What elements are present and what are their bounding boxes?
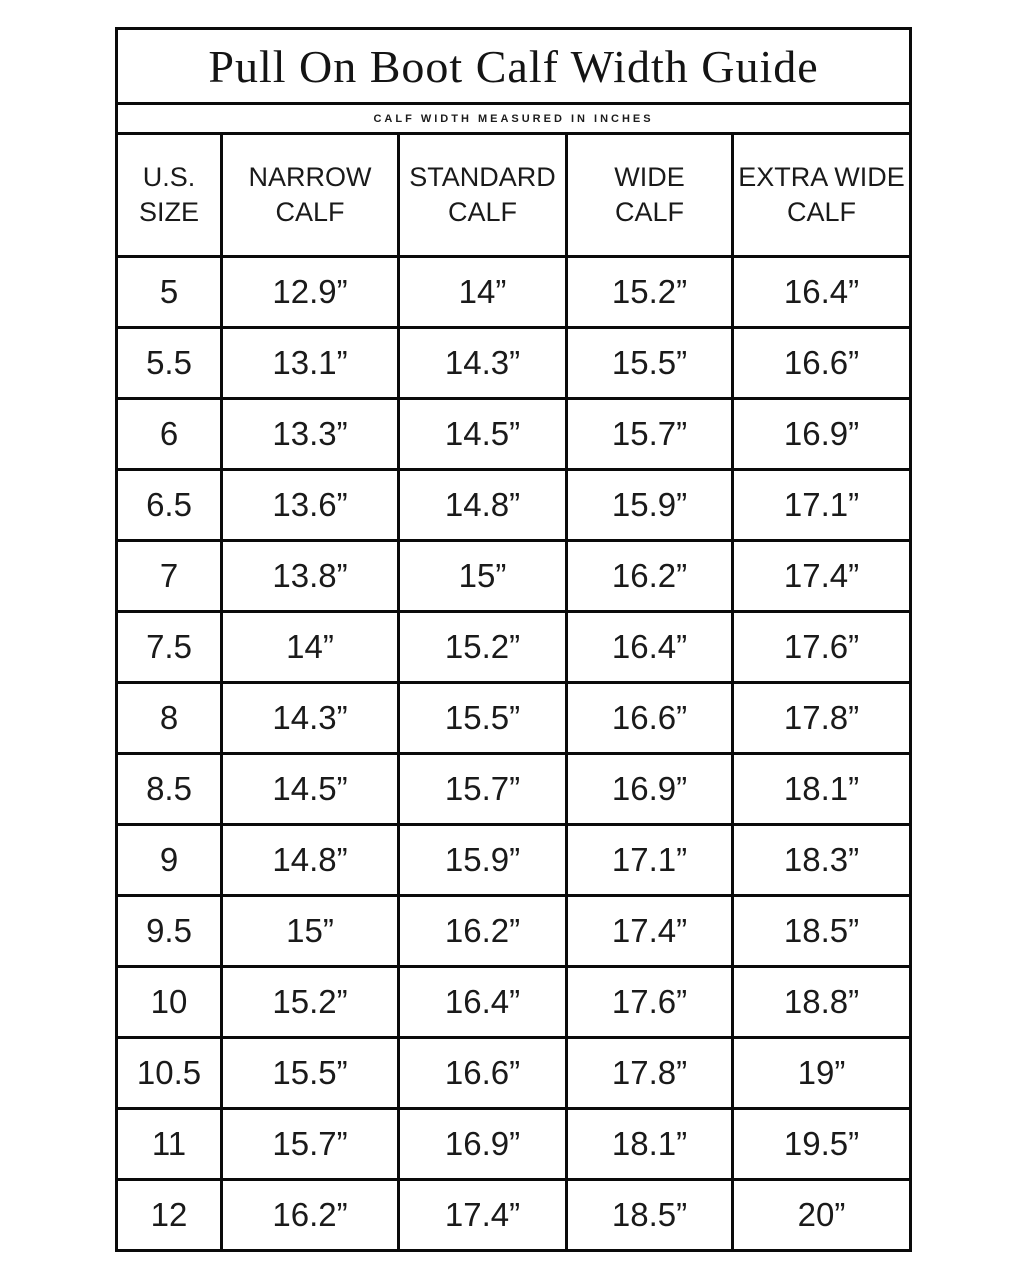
cell-wide: 18.1” — [567, 1109, 733, 1180]
cell-size: 9.5 — [117, 896, 222, 967]
cell-size: 11 — [117, 1109, 222, 1180]
cell-standard: 16.4” — [399, 967, 567, 1038]
cell-narrow: 15” — [222, 896, 399, 967]
cell-size: 8.5 — [117, 754, 222, 825]
cell-extra-wide: 17.8” — [733, 683, 911, 754]
cell-standard: 14.8” — [399, 470, 567, 541]
header-line: SIZE — [138, 197, 199, 227]
cell-standard: 14.5” — [399, 399, 567, 470]
table-row-size-6-5 — [117, 470, 911, 541]
column-header-row — [117, 134, 911, 257]
cell-size: 10.5 — [117, 1038, 222, 1109]
cell-size: 8 — [117, 683, 222, 754]
cell-standard: 16.9” — [399, 1109, 567, 1180]
cell-narrow: 14” — [222, 612, 399, 683]
header-line: CALF — [275, 197, 345, 227]
table-row-size-6 — [117, 399, 911, 470]
header-line: CALF — [614, 197, 685, 227]
table-row-size-7-5 — [117, 612, 911, 683]
cell-extra-wide: 17.1” — [733, 470, 911, 541]
cell-standard: 16.6” — [399, 1038, 567, 1109]
cell-extra-wide: 19.5” — [733, 1109, 911, 1180]
cell-wide: 15.9” — [567, 470, 733, 541]
cell-narrow: 15.2” — [222, 967, 399, 1038]
cell-standard: 15.2” — [399, 612, 567, 683]
cell-narrow: 16.2” — [222, 1180, 399, 1251]
header-line: WIDE — [614, 162, 685, 192]
cell-size: 7.5 — [117, 612, 222, 683]
cell-standard: 15.7” — [399, 754, 567, 825]
cell-standard: 15.5” — [399, 683, 567, 754]
cell-narrow: 15.5” — [222, 1038, 399, 1109]
cell-standard: 14” — [399, 257, 567, 328]
cell-extra-wide: 18.8” — [733, 967, 911, 1038]
cell-narrow: 14.5” — [222, 754, 399, 825]
cell-size: 9 — [117, 825, 222, 896]
header-line: EXTRA WIDE — [738, 162, 905, 192]
cell-extra-wide: 17.6” — [733, 612, 911, 683]
cell-size: 5.5 — [117, 328, 222, 399]
table-row-size-12 — [117, 1180, 911, 1251]
cell-standard: 15.9” — [399, 825, 567, 896]
cell-wide: 15.5” — [567, 328, 733, 399]
column-header-us-size — [117, 134, 222, 257]
header-line: STANDARD — [409, 162, 556, 192]
cell-standard: 14.3” — [399, 328, 567, 399]
cell-size: 5 — [117, 257, 222, 328]
cell-size: 7 — [117, 541, 222, 612]
table-row-size-7 — [117, 541, 911, 612]
cell-extra-wide: 17.4” — [733, 541, 911, 612]
cell-standard: 16.2” — [399, 896, 567, 967]
cell-narrow: 15.7” — [222, 1109, 399, 1180]
cell-size: 6 — [117, 399, 222, 470]
cell-standard: 15” — [399, 541, 567, 612]
cell-narrow: 14.8” — [222, 825, 399, 896]
cell-size: 10 — [117, 967, 222, 1038]
table-row-size-9 — [117, 825, 911, 896]
cell-extra-wide: 16.4” — [733, 257, 911, 328]
table-row-size-10 — [117, 967, 911, 1038]
table-row-size-9-5 — [117, 896, 911, 967]
cell-wide: 18.5” — [567, 1180, 733, 1251]
subtitle-row — [117, 104, 911, 134]
cell-size: 6.5 — [117, 470, 222, 541]
cell-wide: 15.7” — [567, 399, 733, 470]
table-row-size-8 — [117, 683, 911, 754]
column-header-narrow-calf — [222, 134, 399, 257]
table-row-size-8-5 — [117, 754, 911, 825]
cell-extra-wide: 16.9” — [733, 399, 911, 470]
column-header-standard-calf — [399, 134, 567, 257]
cell-wide: 15.2” — [567, 257, 733, 328]
table-row-size-5 — [117, 257, 911, 328]
page-title: Pull On Boot Calf Width Guide — [117, 29, 911, 104]
table-row-size-11 — [117, 1109, 911, 1180]
cell-wide: 16.9” — [567, 754, 733, 825]
cell-narrow: 12.9” — [222, 257, 399, 328]
header-line: CALF — [787, 197, 857, 227]
cell-narrow: 13.1” — [222, 328, 399, 399]
calf-width-table — [115, 27, 912, 1252]
cell-extra-wide: 18.3” — [733, 825, 911, 896]
cell-wide: 16.6” — [567, 683, 733, 754]
header-line: U.S. — [142, 162, 196, 192]
cell-narrow: 13.8” — [222, 541, 399, 612]
cell-standard: 17.4” — [399, 1180, 567, 1251]
cell-extra-wide: 20” — [733, 1180, 911, 1251]
cell-wide: 17.6” — [567, 967, 733, 1038]
cell-extra-wide: 16.6” — [733, 328, 911, 399]
table-subtitle: CALF WIDTH MEASURED IN INCHES — [117, 104, 911, 134]
cell-wide: 17.1” — [567, 825, 733, 896]
cell-wide: 17.8” — [567, 1038, 733, 1109]
cell-extra-wide: 19” — [733, 1038, 911, 1109]
cell-narrow: 13.3” — [222, 399, 399, 470]
cell-wide: 17.4” — [567, 896, 733, 967]
cell-extra-wide: 18.1” — [733, 754, 911, 825]
cell-narrow: 14.3” — [222, 683, 399, 754]
column-header-extra-wide-calf — [733, 134, 911, 257]
table-row-size-5-5 — [117, 328, 911, 399]
title-row — [117, 29, 911, 104]
cell-wide: 16.4” — [567, 612, 733, 683]
cell-narrow: 13.6” — [222, 470, 399, 541]
table-row-size-10-5 — [117, 1038, 911, 1109]
cell-wide: 16.2” — [567, 541, 733, 612]
cell-extra-wide: 18.5” — [733, 896, 911, 967]
header-line: CALF — [447, 197, 518, 227]
cell-size: 12 — [117, 1180, 222, 1251]
header-line: NARROW — [248, 162, 372, 192]
column-header-wide-calf — [567, 134, 733, 257]
